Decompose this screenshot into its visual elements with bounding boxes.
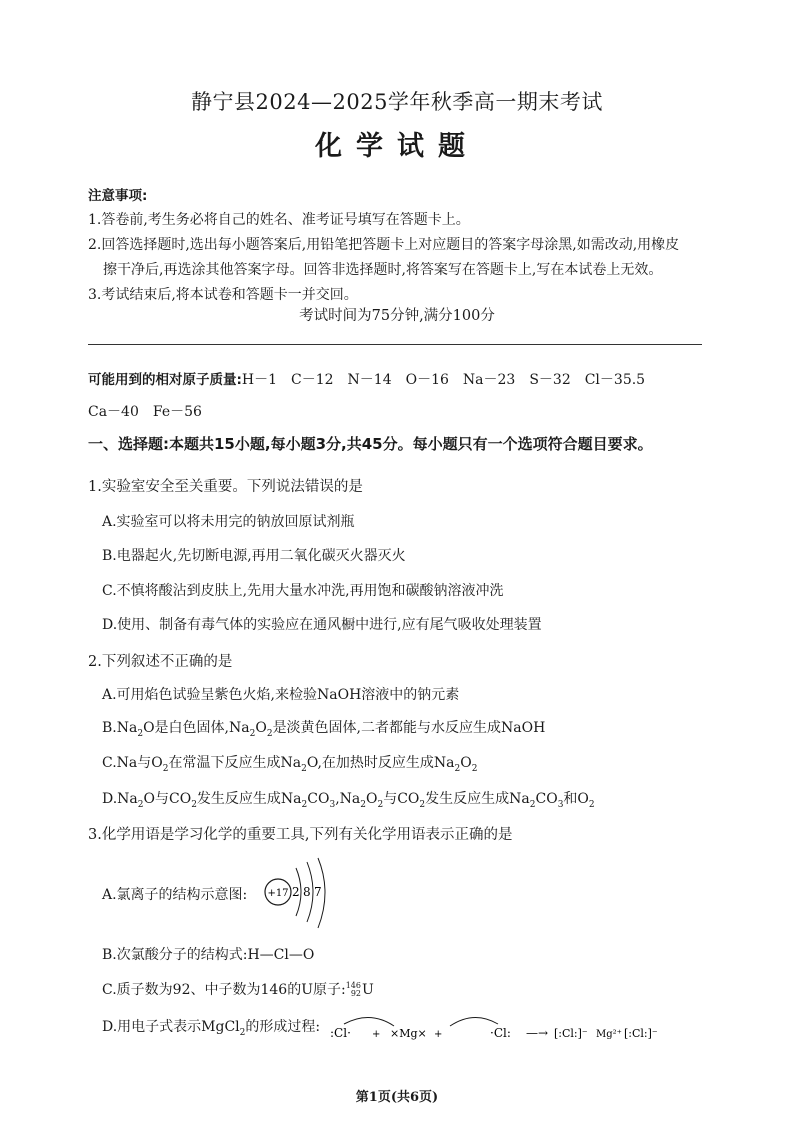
plus-sign-1: + bbox=[372, 1029, 381, 1040]
q1-option-b: B.电器起火,先切断电源,再用二氧化碳灭火器灭火 bbox=[102, 548, 406, 564]
notice-item-2: 2.回答选择题时,选出每小题答案后,用铅笔把答题卡上对应题目的答案字母涂黑,如需改动,用橡皮 bbox=[88, 237, 680, 253]
reaction-arrow: —→ bbox=[526, 1026, 549, 1040]
chloride-ion-2: [:Cl:]⁻ bbox=[624, 1027, 658, 1040]
notice-item-3: 3.考试结束后,将本试卷和答题卡一并交回。 bbox=[88, 287, 358, 303]
notice-item-2-cont: 擦干净后,再选涂其他答案字母。回答非选择题时,将答案写在答题卡上,写在本试卷上无效。 bbox=[103, 262, 663, 278]
q3-option-d-text: D.用电子式表示MgCl$_2$的形成过程: bbox=[102, 1019, 321, 1038]
chlorine-atom-1: :Cl· bbox=[330, 1026, 351, 1040]
chlorine-atom-2: ·Cl: bbox=[490, 1026, 511, 1040]
atomic-mass-values-2: Ca－40 Fe－56 bbox=[88, 404, 202, 420]
nuclide-notation: 146 92 bbox=[345, 981, 361, 998]
q3-option-c: C.质子数为92、中子数为146的U原子:146 92U bbox=[102, 981, 374, 998]
notice-item-1: 1.答卷前,考生务必将自己的姓名、准考证号填写在答题卡上。 bbox=[88, 212, 470, 228]
exam-time-info: 考试时间为75分钟,满分100分 bbox=[299, 308, 495, 324]
atomic-mass-values-1: H－1 C－12 N－14 O－16 Na－23 S－32 Cl－35.5 bbox=[241, 372, 646, 388]
divider-line bbox=[88, 344, 702, 345]
shell-electrons-1: 2 bbox=[292, 885, 300, 899]
q1-option-d: D.使用、制备有毒气体的实验应在通风橱中进行,应有尾气吸收处理装置 bbox=[102, 617, 542, 633]
page-footer: 第1页(共6页) bbox=[355, 1090, 439, 1105]
electron-transfer-arrow-1 bbox=[344, 1017, 394, 1026]
exam-subject-title: 化学试题 bbox=[315, 131, 479, 162]
q2-option-a: A.可用焰色试验呈紫色火焰,来检验NaOH溶液中的钠元素 bbox=[102, 687, 460, 703]
magnesium-atom: ×Mg× bbox=[390, 1027, 427, 1040]
shell-electrons-3: 7 bbox=[314, 885, 322, 899]
q3-option-a-text: A.氯离子的结构示意图: bbox=[102, 887, 248, 903]
q3-stem: 3.化学用语是学习化学的重要工具,下列有关化学用语表示正确的是 bbox=[88, 827, 513, 843]
q2-option-b: $B.Na_2O$是白色固体$,Na_2O_2$是淡黄色固体,二者都能与水反应生成NaOH bbox=[102, 720, 546, 739]
q1-option-c: C.不慎将酸沾到皮肤上,先用大量水冲洗,再用饱和碳酸钠溶液冲洗 bbox=[102, 583, 504, 599]
plus-sign-2: + bbox=[434, 1029, 443, 1040]
notice-heading: 注意事项: bbox=[88, 188, 148, 204]
q2-option-d: $D.Na_2O$与$CO_2$发生反应生成$Na_2CO_3,Na_2O_2$与$CO_2$发生反应生成$Na_2CO_3$和$O_2$ bbox=[102, 791, 595, 810]
q1-stem: 1.实验室安全至关重要。下列说法错误的是 bbox=[88, 479, 363, 495]
chloride-ion-structure-diagram bbox=[262, 856, 342, 936]
nucleus-charge: +17 bbox=[267, 888, 289, 899]
q2-option-c: C.Na与$O_2$在常温下反应生成$Na_2O$,在加热时反应生成$Na_2O_2$ bbox=[102, 755, 478, 774]
q3-option-b: B.次氯酸分子的结构式:H—Cl—O bbox=[102, 947, 315, 963]
section-heading: 一、选择题:本题共15小题,每小题3分,共45分。每小题只有一个选项符合题目要求。 bbox=[88, 435, 653, 453]
exam-title: 静宁县2024—2025学年秋季高一期末考试 bbox=[191, 90, 603, 114]
q1-option-a: A.实验室可以将未用完的钠放回原试剂瓶 bbox=[102, 514, 355, 530]
mgcl2-formation-equation bbox=[330, 1012, 675, 1048]
chloride-ion-1: [:Cl:]⁻ bbox=[554, 1027, 588, 1040]
magnesium-ion: Mg²⁺ bbox=[596, 1029, 622, 1040]
atomic-mass-label: 可能用到的相对原子质量: bbox=[88, 372, 242, 388]
q2-stem: 2.下列叙述不正确的是 bbox=[88, 654, 233, 670]
atomic-mass-line-1 bbox=[88, 368, 645, 389]
shell-electrons-2: 8 bbox=[303, 885, 311, 899]
electron-transfer-arrow-2 bbox=[450, 1017, 498, 1026]
